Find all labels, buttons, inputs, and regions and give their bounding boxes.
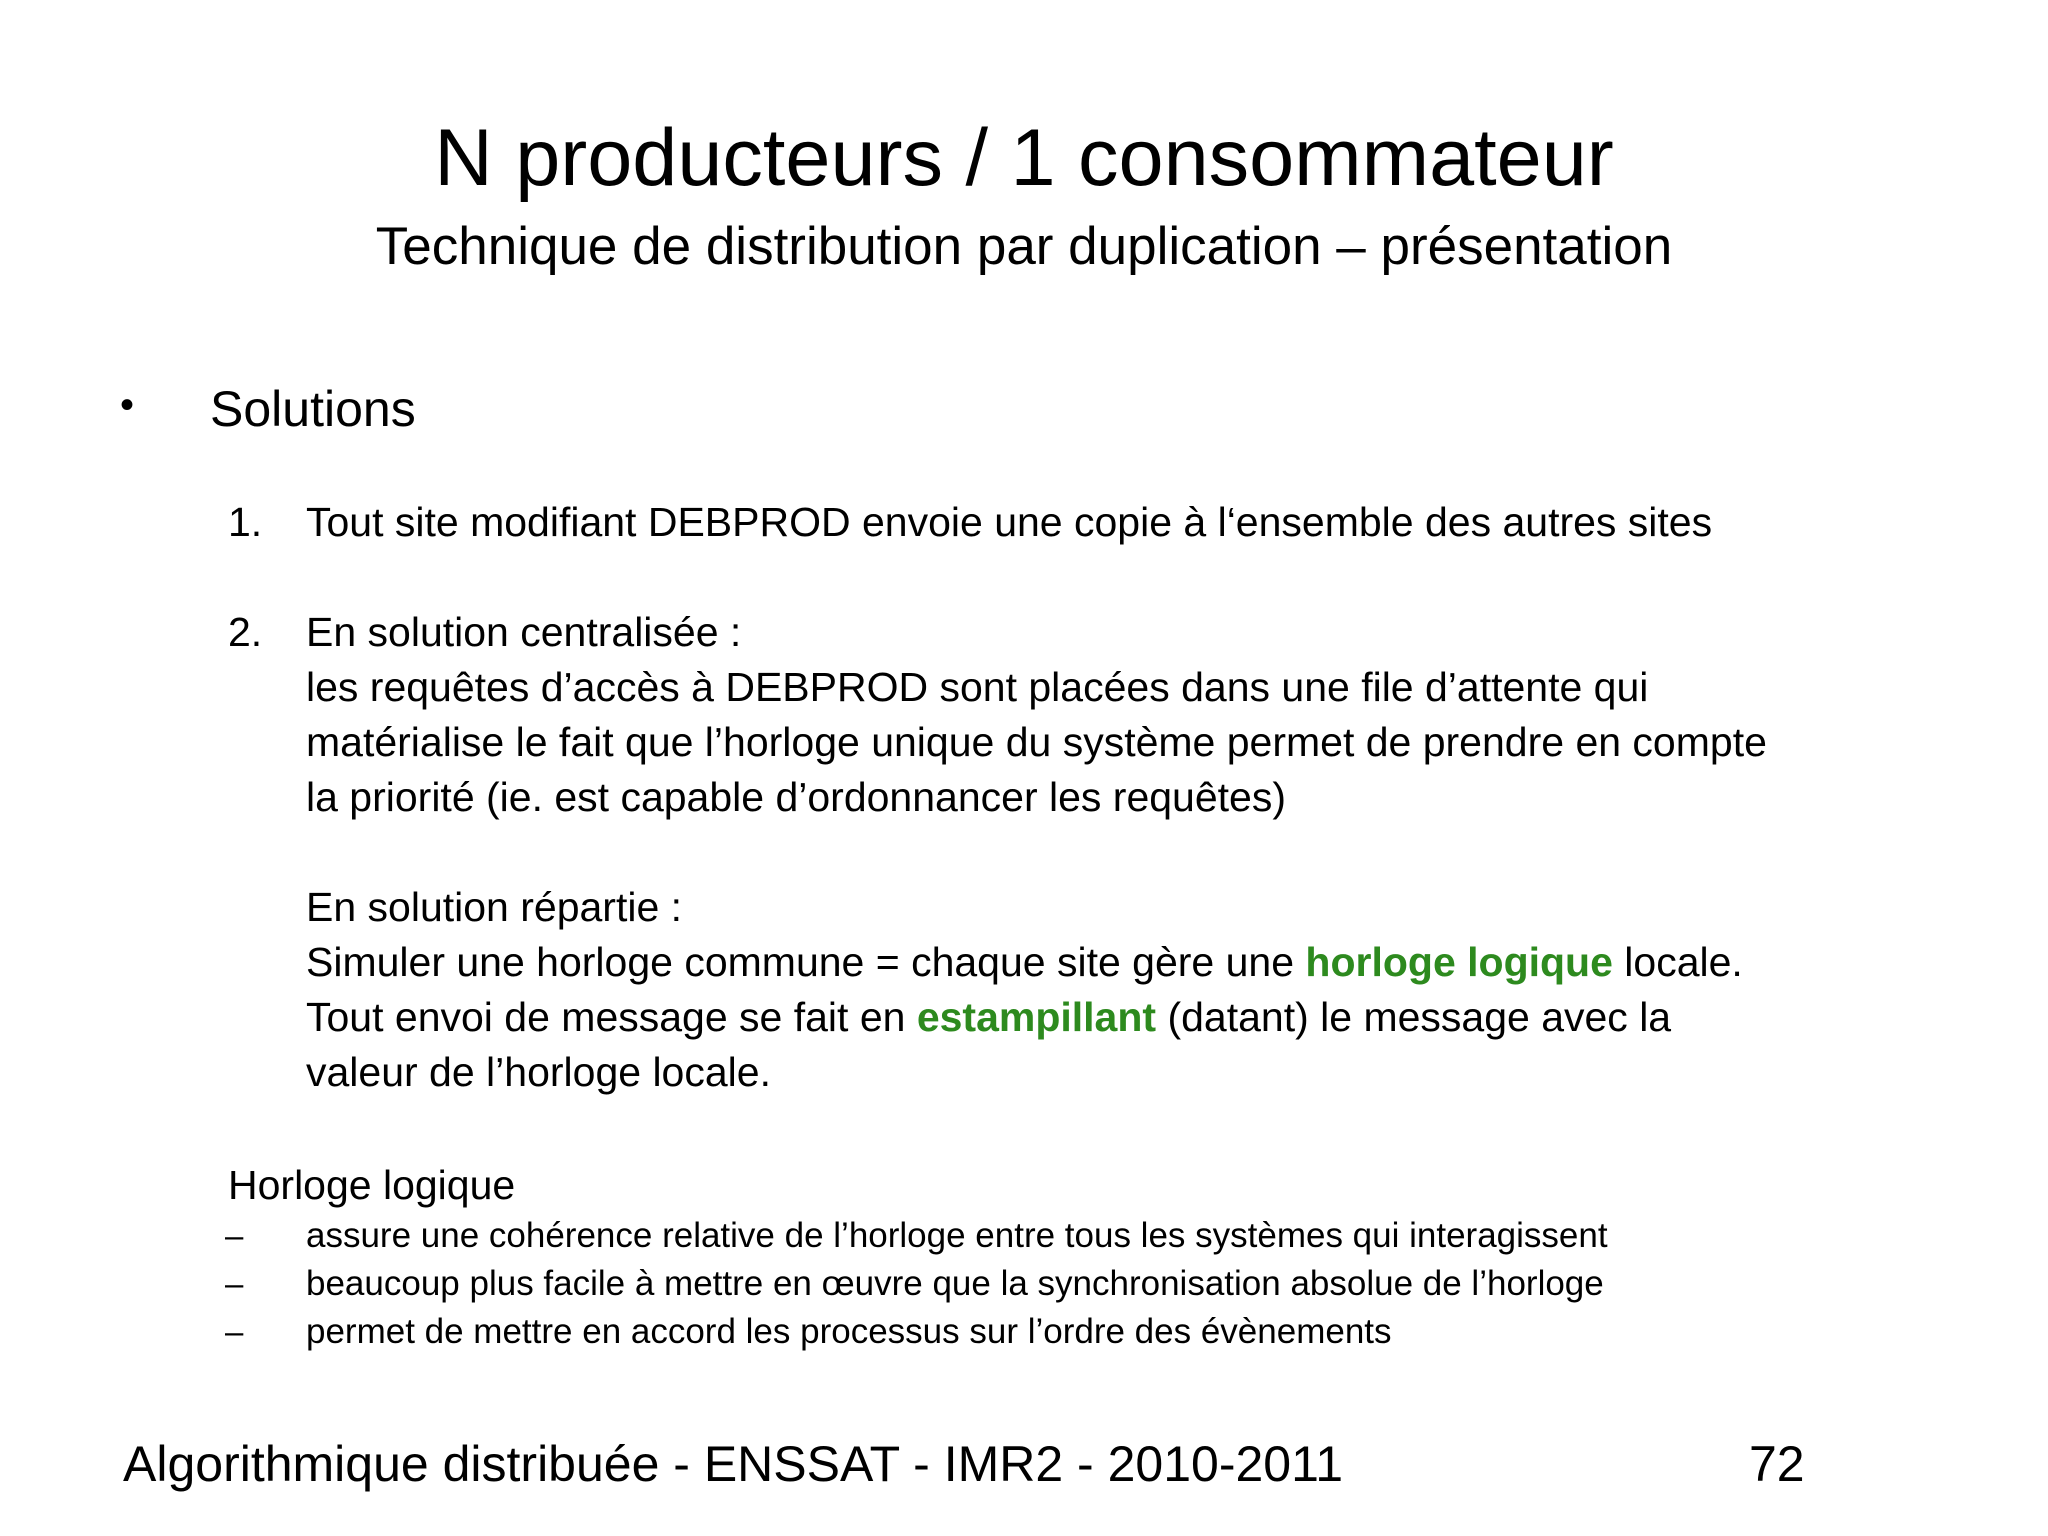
horloge-point-2: beaucoup plus facile à mettre en œuvre que la synchronisation absolue de l’horloge <box>306 1264 1604 1303</box>
item-2-number: 2. <box>228 609 263 655</box>
dash-icon: – <box>225 1265 244 1302</box>
slide-subtitle: Technique de distribution par duplication – présentation <box>375 217 1673 276</box>
horloge-point-3: permet de mettre en accord les processus sur l’ordre des évènements <box>306 1312 1392 1351</box>
horloge-logique-highlight: horloge logique <box>1305 939 1613 985</box>
estampillant-highlight: estampillant <box>916 994 1157 1040</box>
page-number: 72 <box>1749 1436 1805 1492</box>
item-2-line-8: valeur de l’horloge locale. <box>306 1049 771 1095</box>
bullet-icon: • <box>120 383 135 427</box>
slide-title: N producteurs / 1 consommateur <box>434 113 1614 203</box>
line-6-text-b: locale. <box>1612 939 1743 985</box>
footer-text: Algorithmique distribuée - ENSSAT - IMR2 - 2010-2011 <box>123 1436 1343 1492</box>
item-2-line-7 <box>306 990 1671 1045</box>
item-2-line-2: les requêtes d’accès à DEBPROD sont placées dans une file d’attente qui <box>306 664 1649 710</box>
dash-icon: – <box>225 1217 244 1254</box>
item-2-line-4: la priorité (ie. est capable d’ordonnancer les requêtes) <box>306 774 1286 820</box>
line-6-text-a: Simuler une horloge commune = chaque site gère une <box>306 939 1306 985</box>
item-1-text: Tout site modifiant DEBPROD envoie une copie à l‘ensemble des autres sites <box>306 499 1713 545</box>
horloge-title: Horloge logique <box>228 1162 516 1208</box>
item-2-line-5: En solution répartie : <box>306 884 683 930</box>
line-7-text-b: (datant) le message avec la <box>1156 994 1672 1040</box>
line-7-text-a: Tout envoi de message se fait en <box>306 994 917 1040</box>
item-2-line-6 <box>306 935 1743 990</box>
item-1-number: 1. <box>228 499 263 545</box>
dash-icon: – <box>225 1313 244 1350</box>
bullet-solutions: Solutions <box>210 381 416 437</box>
horloge-point-1: assure une cohérence relative de l’horloge entre tous les systèmes qui interagissent <box>306 1216 1608 1255</box>
item-2-line-3: matérialise le fait que l’horloge unique du système permet de prendre en compte <box>306 719 1767 765</box>
item-2-line-1: En solution centralisée : <box>306 609 742 655</box>
